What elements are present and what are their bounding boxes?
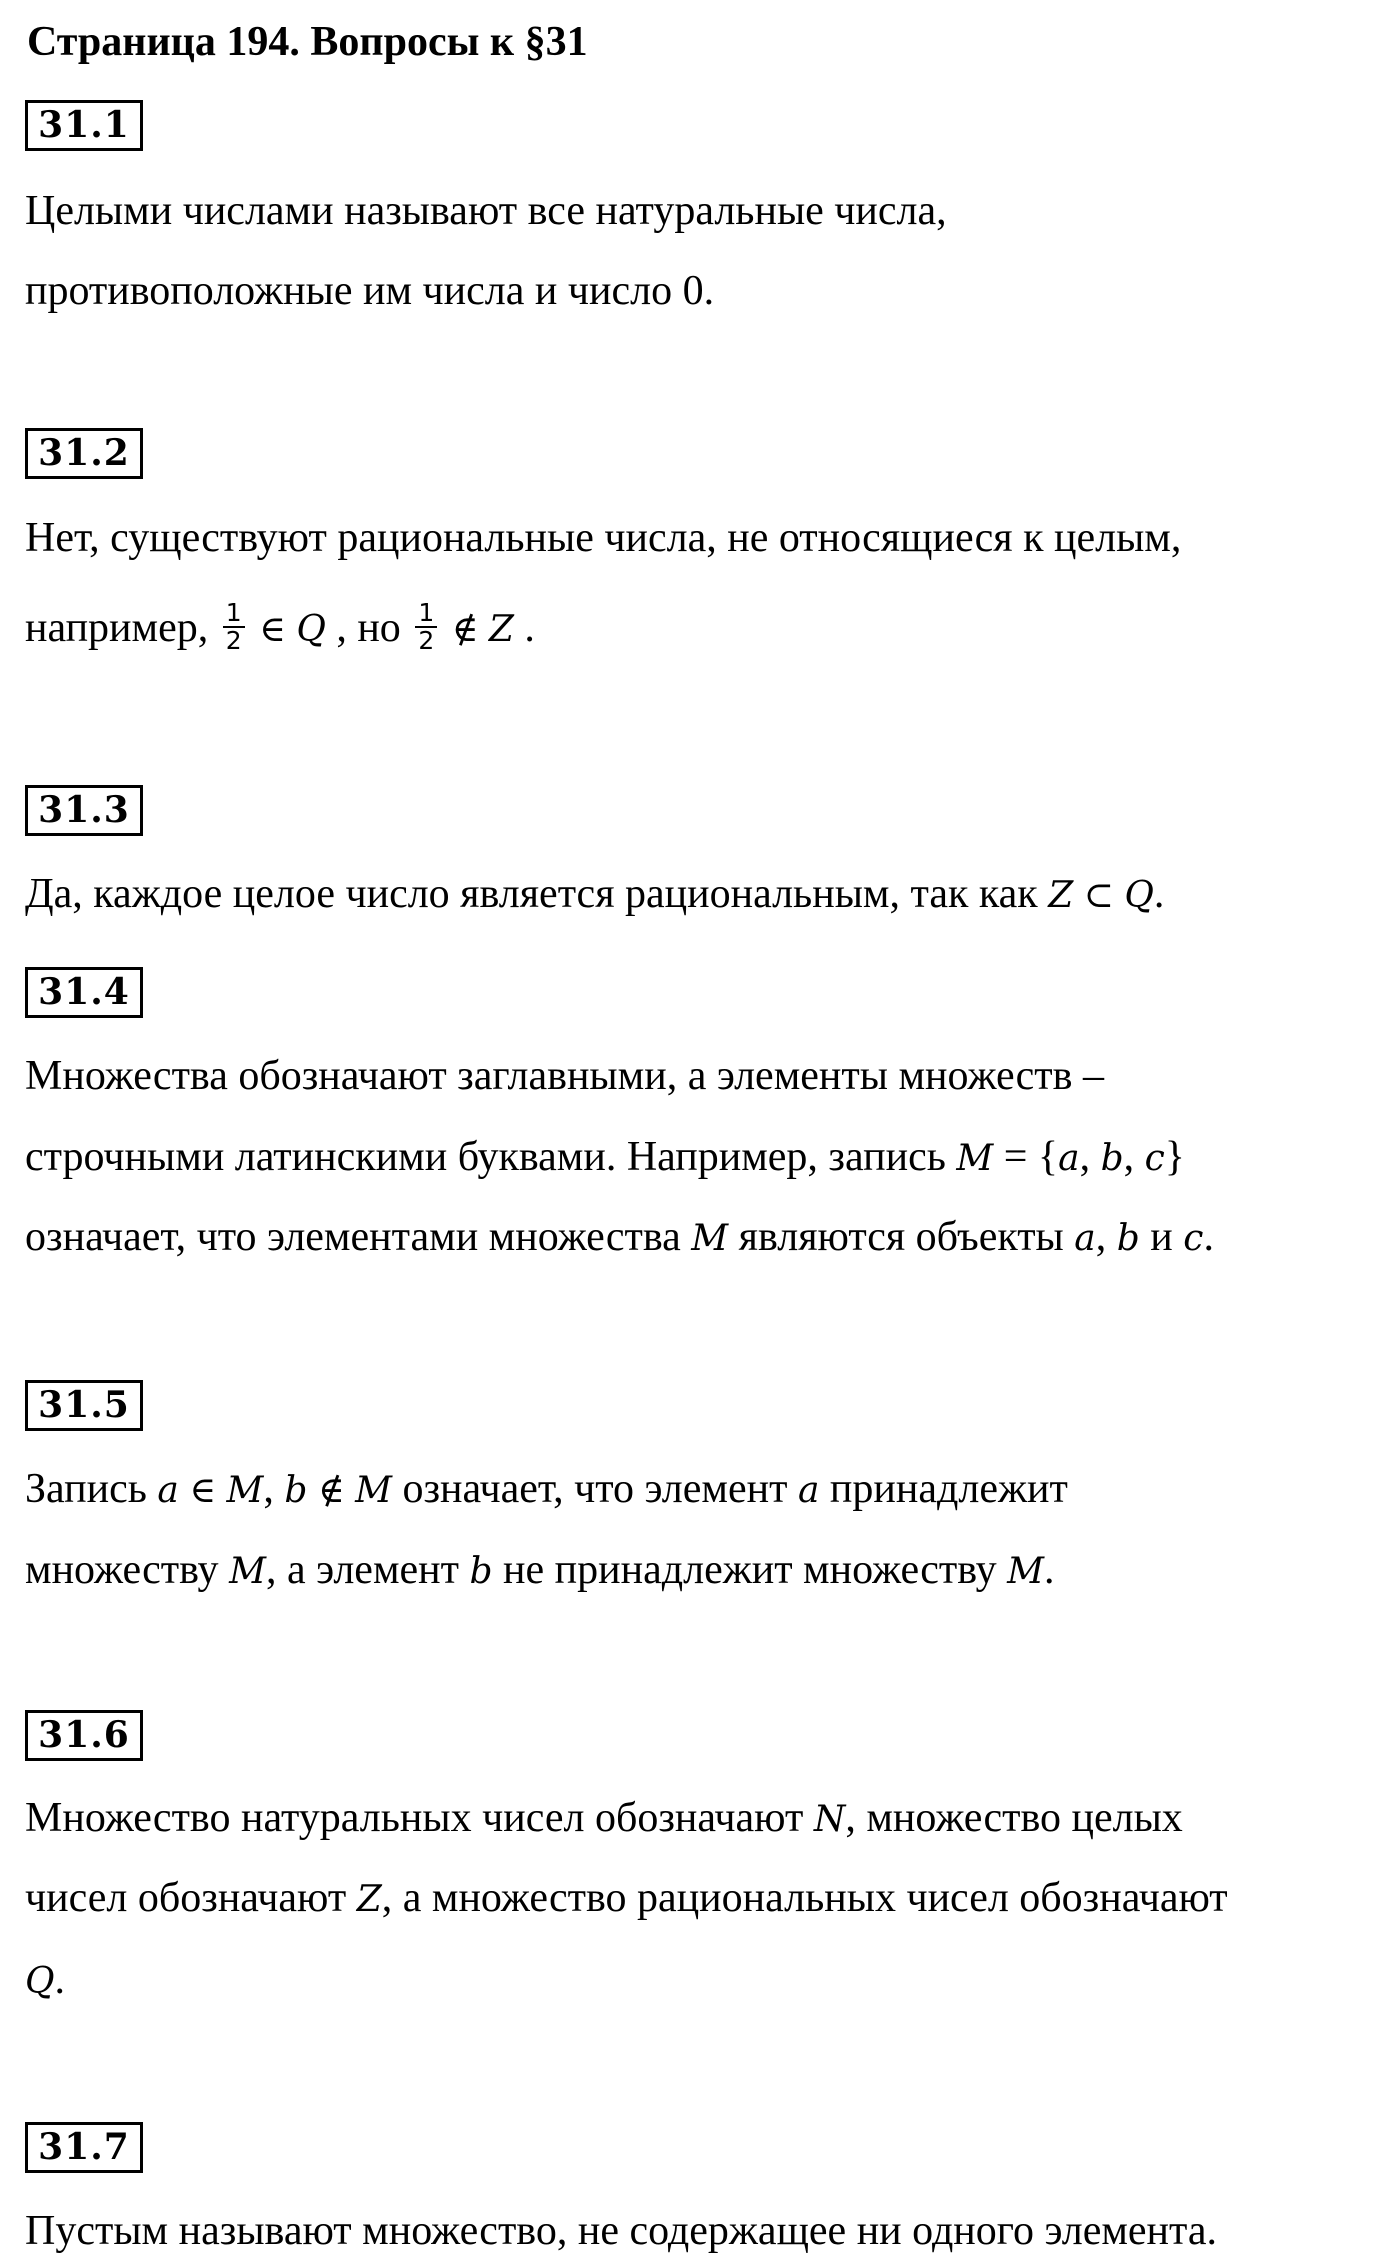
section-31-1-line-1: Целыми числами называют все натуральные числа, [25,188,947,234]
subset-symbol: ⊂ [1083,875,1114,916]
section-31-7-line-1: Пустым называют множество, не содержащее ни одного элемента. [25,2208,1218,2254]
example-prefix: например, [25,605,209,651]
section-number-31-3: 31.3 [25,785,143,836]
section-number-31-6: 31.6 [25,1710,143,1761]
section-31-3-line-1: Да, каждое целое число является рациональным, так как Z ⊂ Q. [25,871,1165,917]
fraction-one-half-2: $\frac{1}{2}$ [415,600,437,654]
section-number-31-1: 31.1 [25,100,143,151]
set-z: Z [1048,875,1074,916]
section-31-2-example-line [25,600,535,658]
section-31-4-line-3: означает, что элементами множества M являются объекты a, b и c. [25,1214,1214,1260]
section-31-6-line-2: чисел обозначают Z, а множество рациональных чисел обозначают [25,1875,1228,1921]
section-31-6-line-3: Q. [25,1957,66,2003]
section-31-5-line-2: множеству M, а элемент b не принадлежит множеству M. [25,1547,1055,1593]
section-31-5-line-1: Запись a ∈ M, b ∉ M означает, что элемент a принадлежит [25,1466,1068,1512]
section-31-2-line-1: Нет, существуют рациональные числа, не относящиеся к целым, [25,515,1182,561]
section-31-4-line-1: Множества обозначают заглавными, а элементы множеств – [25,1053,1104,1099]
section-number-31-5: 31.5 [25,1380,143,1431]
example-end: . [524,605,535,651]
set-z: Z [488,609,514,650]
section-31-4-line-2: строчными латинскими буквами. Например, запись M = {a, b, c} [25,1134,1185,1180]
element-of-symbol: ∈ [259,609,286,650]
set-q: Q [1124,875,1154,916]
not-element-of-symbol: ∉ [451,609,479,650]
example-middle: , но [336,605,401,651]
section-number-31-4: 31.4 [25,967,143,1018]
section-31-1-line-2: противоположные им числа и число 0. [25,268,715,314]
section-31-6-line-1: Множество натуральных чисел обозначают N, множество целых [25,1795,1183,1841]
fraction-one-half: $\frac{1}{2}$ [223,600,245,654]
section-number-31-2: 31.2 [25,428,143,479]
section-number-31-7: 31.7 [25,2122,143,2173]
page-title: Страница 194. Вопросы к §31 [27,19,588,65]
set-q: Q [296,609,326,650]
